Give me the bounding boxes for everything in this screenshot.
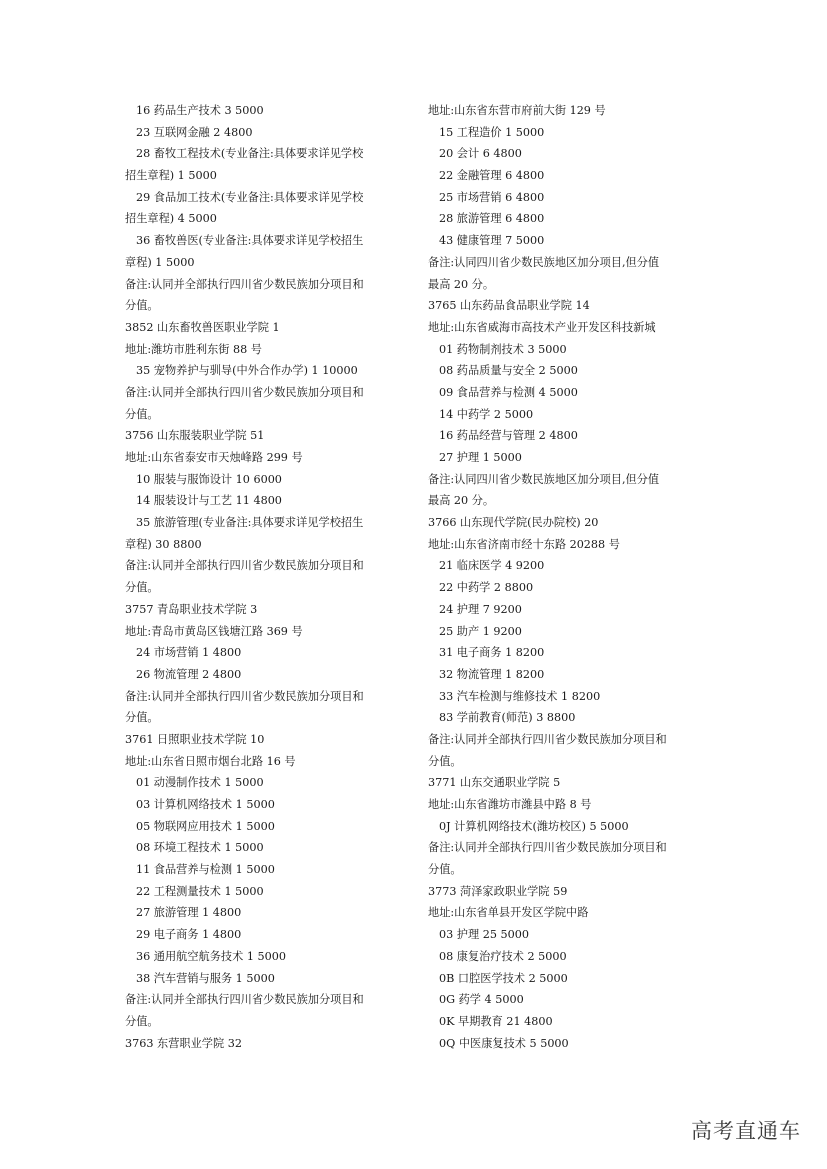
text-line: 地址:山东省单县开发区学院中路 (428, 906, 589, 920)
text-line: 备注:认同四川省少数民族地区加分项目,但分值 (428, 255, 660, 269)
text-line: 27 护理 1 5000 (439, 451, 522, 464)
text-line: 16 药品经营与管理 2 4800 (439, 429, 578, 443)
text-line: 3765 山东药品食品职业学院 14 (428, 299, 590, 313)
text-line: 3757 青岛职业技术学院 3 (125, 602, 258, 616)
text-line: 招生章程) 1 5000 (125, 169, 217, 183)
text-line: 16 药品生产技术 3 5000 (136, 104, 264, 117)
text-line: 分值。 (125, 299, 159, 313)
text-line: 32 物流管理 1 8200 (439, 667, 545, 681)
text-line: 01 药物制剂技术 3 5000 (439, 342, 567, 356)
text-line: 29 食品加工技术(专业备注:具体要求详见学校 (136, 190, 364, 204)
text-line: 25 市场营销 6 4800 (439, 190, 545, 204)
text-line: 0Q 中医康复技术 5 5000 (439, 1036, 569, 1050)
text-line: 地址:山东省东营市府前大街 129 号 (428, 104, 606, 117)
text-line: 最高 20 分。 (428, 277, 495, 291)
text-line: 地址:山东省济南市经十东路 20288 号 (428, 537, 620, 551)
text-line: 地址:山东省日照市烟台北路 16 号 (125, 754, 296, 768)
text-line: 36 通用航空航务技术 1 5000 (136, 949, 286, 963)
text-line: 分值。 (125, 1014, 159, 1028)
text-line: 03 护理 25 5000 (439, 928, 529, 942)
text-line: 29 电子商务 1 4800 (136, 928, 242, 942)
text-line: 28 旅游管理 6 4800 (439, 212, 545, 226)
text-line: 分值。 (428, 754, 462, 768)
text-line: 备注:认同四川省少数民族地区加分项目,但分值 (428, 472, 660, 486)
watermark-logo: 高考直通车 (691, 1119, 801, 1143)
text-line: 35 旅游管理(专业备注:具体要求详见学校招生 (136, 516, 364, 530)
text-line: 地址:青岛市黄岛区钱塘江路 369 号 (125, 624, 303, 638)
text-line: 28 畜牧工程技术(专业备注:具体要求详见学校 (136, 147, 364, 161)
text-line: 3852 山东畜牧兽医职业学院 1 (125, 320, 280, 334)
text-line: 11 食品营养与检测 1 5000 (136, 863, 275, 877)
text-line: 14 服装设计与工艺 11 4800 (136, 494, 282, 508)
text-line: 地址:山东省威海市高技术产业开发区科技新城 (428, 320, 656, 334)
text-line: 分值。 (428, 863, 462, 877)
text-line: 备注:认同并全部执行四川省少数民族加分项目和 (125, 277, 364, 291)
text-line: 08 康复治疗技术 2 5000 (439, 949, 567, 963)
text-line: 09 食品营养与检测 4 5000 (439, 385, 578, 399)
text-line: 14 中药学 2 5000 (439, 407, 534, 421)
text-line: 10 服装与服饰设计 10 6000 (136, 472, 282, 486)
text-line: 0K 早期教育 21 4800 (439, 1014, 553, 1028)
right-column (428, 100, 713, 1054)
text-line: 分值。 (125, 407, 159, 421)
text-line: 38 汽车营销与服务 1 5000 (136, 971, 275, 985)
text-line: 01 动漫制作技术 1 5000 (136, 776, 264, 790)
text-line: 3773 菏泽家政职业学院 59 (428, 884, 568, 898)
text-line: 15 工程造价 1 5000 (439, 125, 545, 139)
text-line: 地址:山东省潍坊市潍县中路 8 号 (428, 798, 592, 811)
text-line: 31 电子商务 1 8200 (439, 646, 545, 660)
text-line: 3763 东营职业学院 32 (125, 1036, 242, 1050)
text-line: 3766 山东现代学院(民办院校) 20 (428, 516, 599, 530)
text-line: 22 工程测量技术 1 5000 (136, 884, 264, 898)
text-line: 21 临床医学 4 9200 (439, 559, 545, 573)
text-line: 08 药品质量与安全 2 5000 (439, 364, 578, 378)
text-line: 83 学前教育(师范) 3 8800 (439, 711, 576, 725)
text-line: 05 物联网应用技术 1 5000 (136, 819, 275, 833)
text-line: 地址:山东省泰安市天烛峰路 299 号 (125, 451, 303, 464)
text-line: 35 宠物养护与驯导(中外合作办学) 1 10000 (136, 364, 358, 378)
text-line: 备注:认同并全部执行四川省少数民族加分项目和 (125, 559, 364, 573)
text-line: 43 健康管理 7 5000 (439, 234, 545, 248)
text-line: 备注:认同并全部执行四川省少数民族加分项目和 (125, 993, 364, 1007)
text-line: 章程) 30 8800 (125, 537, 202, 551)
text-line: 分值。 (125, 581, 159, 595)
text-line: 24 市场营销 1 4800 (136, 646, 242, 660)
text-line: 0J 计算机网络技术(潍坊校区) 5 5000 (439, 819, 629, 833)
text-line: 章程) 1 5000 (125, 255, 195, 269)
text-line: 03 计算机网络技术 1 5000 (136, 798, 275, 811)
text-line: 地址:潍坊市胜利东街 88 号 (125, 342, 262, 356)
text-line: 23 互联网金融 2 4800 (136, 125, 253, 139)
text-line: 08 环境工程技术 1 5000 (136, 841, 264, 855)
text-line: 3761 日照职业技术学院 10 (125, 732, 265, 746)
text-line: 25 助产 1 9200 (439, 624, 522, 638)
text-line: 备注:认同并全部执行四川省少数民族加分项目和 (428, 732, 667, 746)
text-line: 招生章程) 4 5000 (125, 212, 217, 226)
text-line: 24 护理 7 9200 (439, 602, 522, 616)
text-line: 36 畜牧兽医(专业备注:具体要求详见学校招生 (136, 234, 364, 248)
text-line: 3771 山东交通职业学院 5 (428, 776, 561, 790)
text-line: 22 金融管理 6 4800 (439, 169, 545, 183)
text-line: 分值。 (125, 711, 159, 725)
left-column (125, 100, 410, 1054)
text-line: 0G 药学 4 5000 (439, 993, 524, 1007)
text-line: 3756 山东服装职业学院 51 (125, 429, 265, 443)
text-line: 备注:认同并全部执行四川省少数民族加分项目和 (125, 689, 364, 703)
text-line: 20 会计 6 4800 (439, 147, 522, 161)
text-line: 备注:认同并全部执行四川省少数民族加分项目和 (428, 841, 667, 855)
text-line: 22 中药学 2 8800 (439, 581, 534, 595)
text-line: 0B 口腔医学技术 2 5000 (439, 971, 568, 985)
text-line: 最高 20 分。 (428, 494, 495, 508)
text-line: 备注:认同并全部执行四川省少数民族加分项目和 (125, 385, 364, 399)
text-line: 33 汽车检测与维修技术 1 8200 (439, 689, 601, 703)
text-line: 26 物流管理 2 4800 (136, 667, 242, 681)
text-line: 27 旅游管理 1 4800 (136, 906, 242, 920)
